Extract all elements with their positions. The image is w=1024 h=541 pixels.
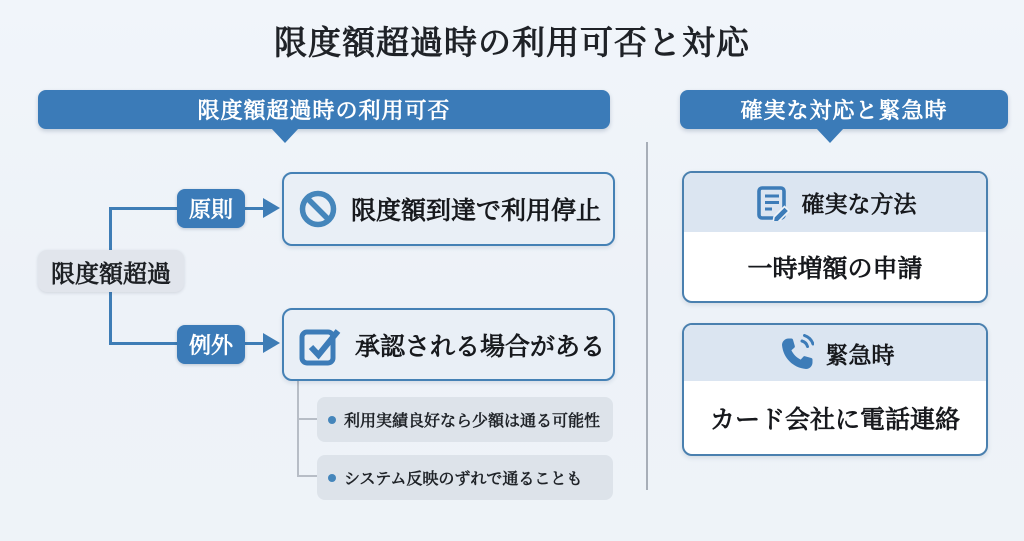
- right-section-banner: [680, 90, 1008, 129]
- branch-bottom-line: [109, 342, 177, 345]
- bullet-dot-icon: [328, 474, 336, 482]
- note-item: [317, 455, 613, 500]
- branch-tag-principle: [177, 189, 245, 228]
- card-reliable-method: [682, 171, 988, 303]
- right-section-banner-label: 確実な対応と緊急時: [740, 98, 948, 123]
- left-section-banner-label: 限度額超過時の利用可否: [197, 98, 451, 123]
- result-box-stop: [282, 172, 615, 246]
- result-text: 承認される場合がある: [355, 332, 606, 361]
- note-branch-line: [297, 475, 317, 477]
- root-node: [38, 250, 184, 292]
- card-emergency: [682, 323, 988, 456]
- card-header: [684, 325, 986, 381]
- note-text: 利用実績良好なら少額は通る可能性: [344, 413, 601, 430]
- branch-top-line: [109, 207, 177, 210]
- bullet-dot-icon: [328, 416, 336, 424]
- root-node-label: 限度額超過: [51, 260, 171, 288]
- banner-pointer-down: [816, 128, 844, 143]
- page-title: 限度額超過時の利用可否と対応: [274, 24, 750, 61]
- note-vertical-line: [297, 381, 299, 477]
- arrow-right-icon: [263, 198, 280, 218]
- card-header: [684, 173, 986, 232]
- branch-tag-label: 例外: [188, 333, 233, 358]
- card-heading: 緊急時: [825, 341, 895, 368]
- branch-tag-label: 原則: [188, 197, 233, 222]
- phone-icon: [776, 334, 814, 372]
- note-item: [317, 397, 613, 442]
- branch-tag-exception: [177, 325, 245, 364]
- left-section-banner: [38, 90, 610, 129]
- note-branch-line: [297, 418, 317, 420]
- prohibition-icon: [298, 189, 338, 229]
- note-text: システム反映のずれで通ることも: [344, 471, 583, 488]
- memo-pencil-icon: [754, 185, 790, 221]
- banner-pointer-down: [271, 128, 299, 143]
- card-heading: 確実な方法: [801, 191, 917, 217]
- result-text: 限度額到達で利用停止: [351, 197, 602, 225]
- result-box-approved: [282, 308, 615, 381]
- card-body: カード会社に電話連絡: [709, 405, 960, 434]
- vertical-divider: [646, 142, 648, 490]
- card-body: 一時増額の申請: [747, 254, 923, 283]
- arrow-right-icon: [263, 333, 280, 353]
- checkbox-checked-icon: [298, 324, 342, 366]
